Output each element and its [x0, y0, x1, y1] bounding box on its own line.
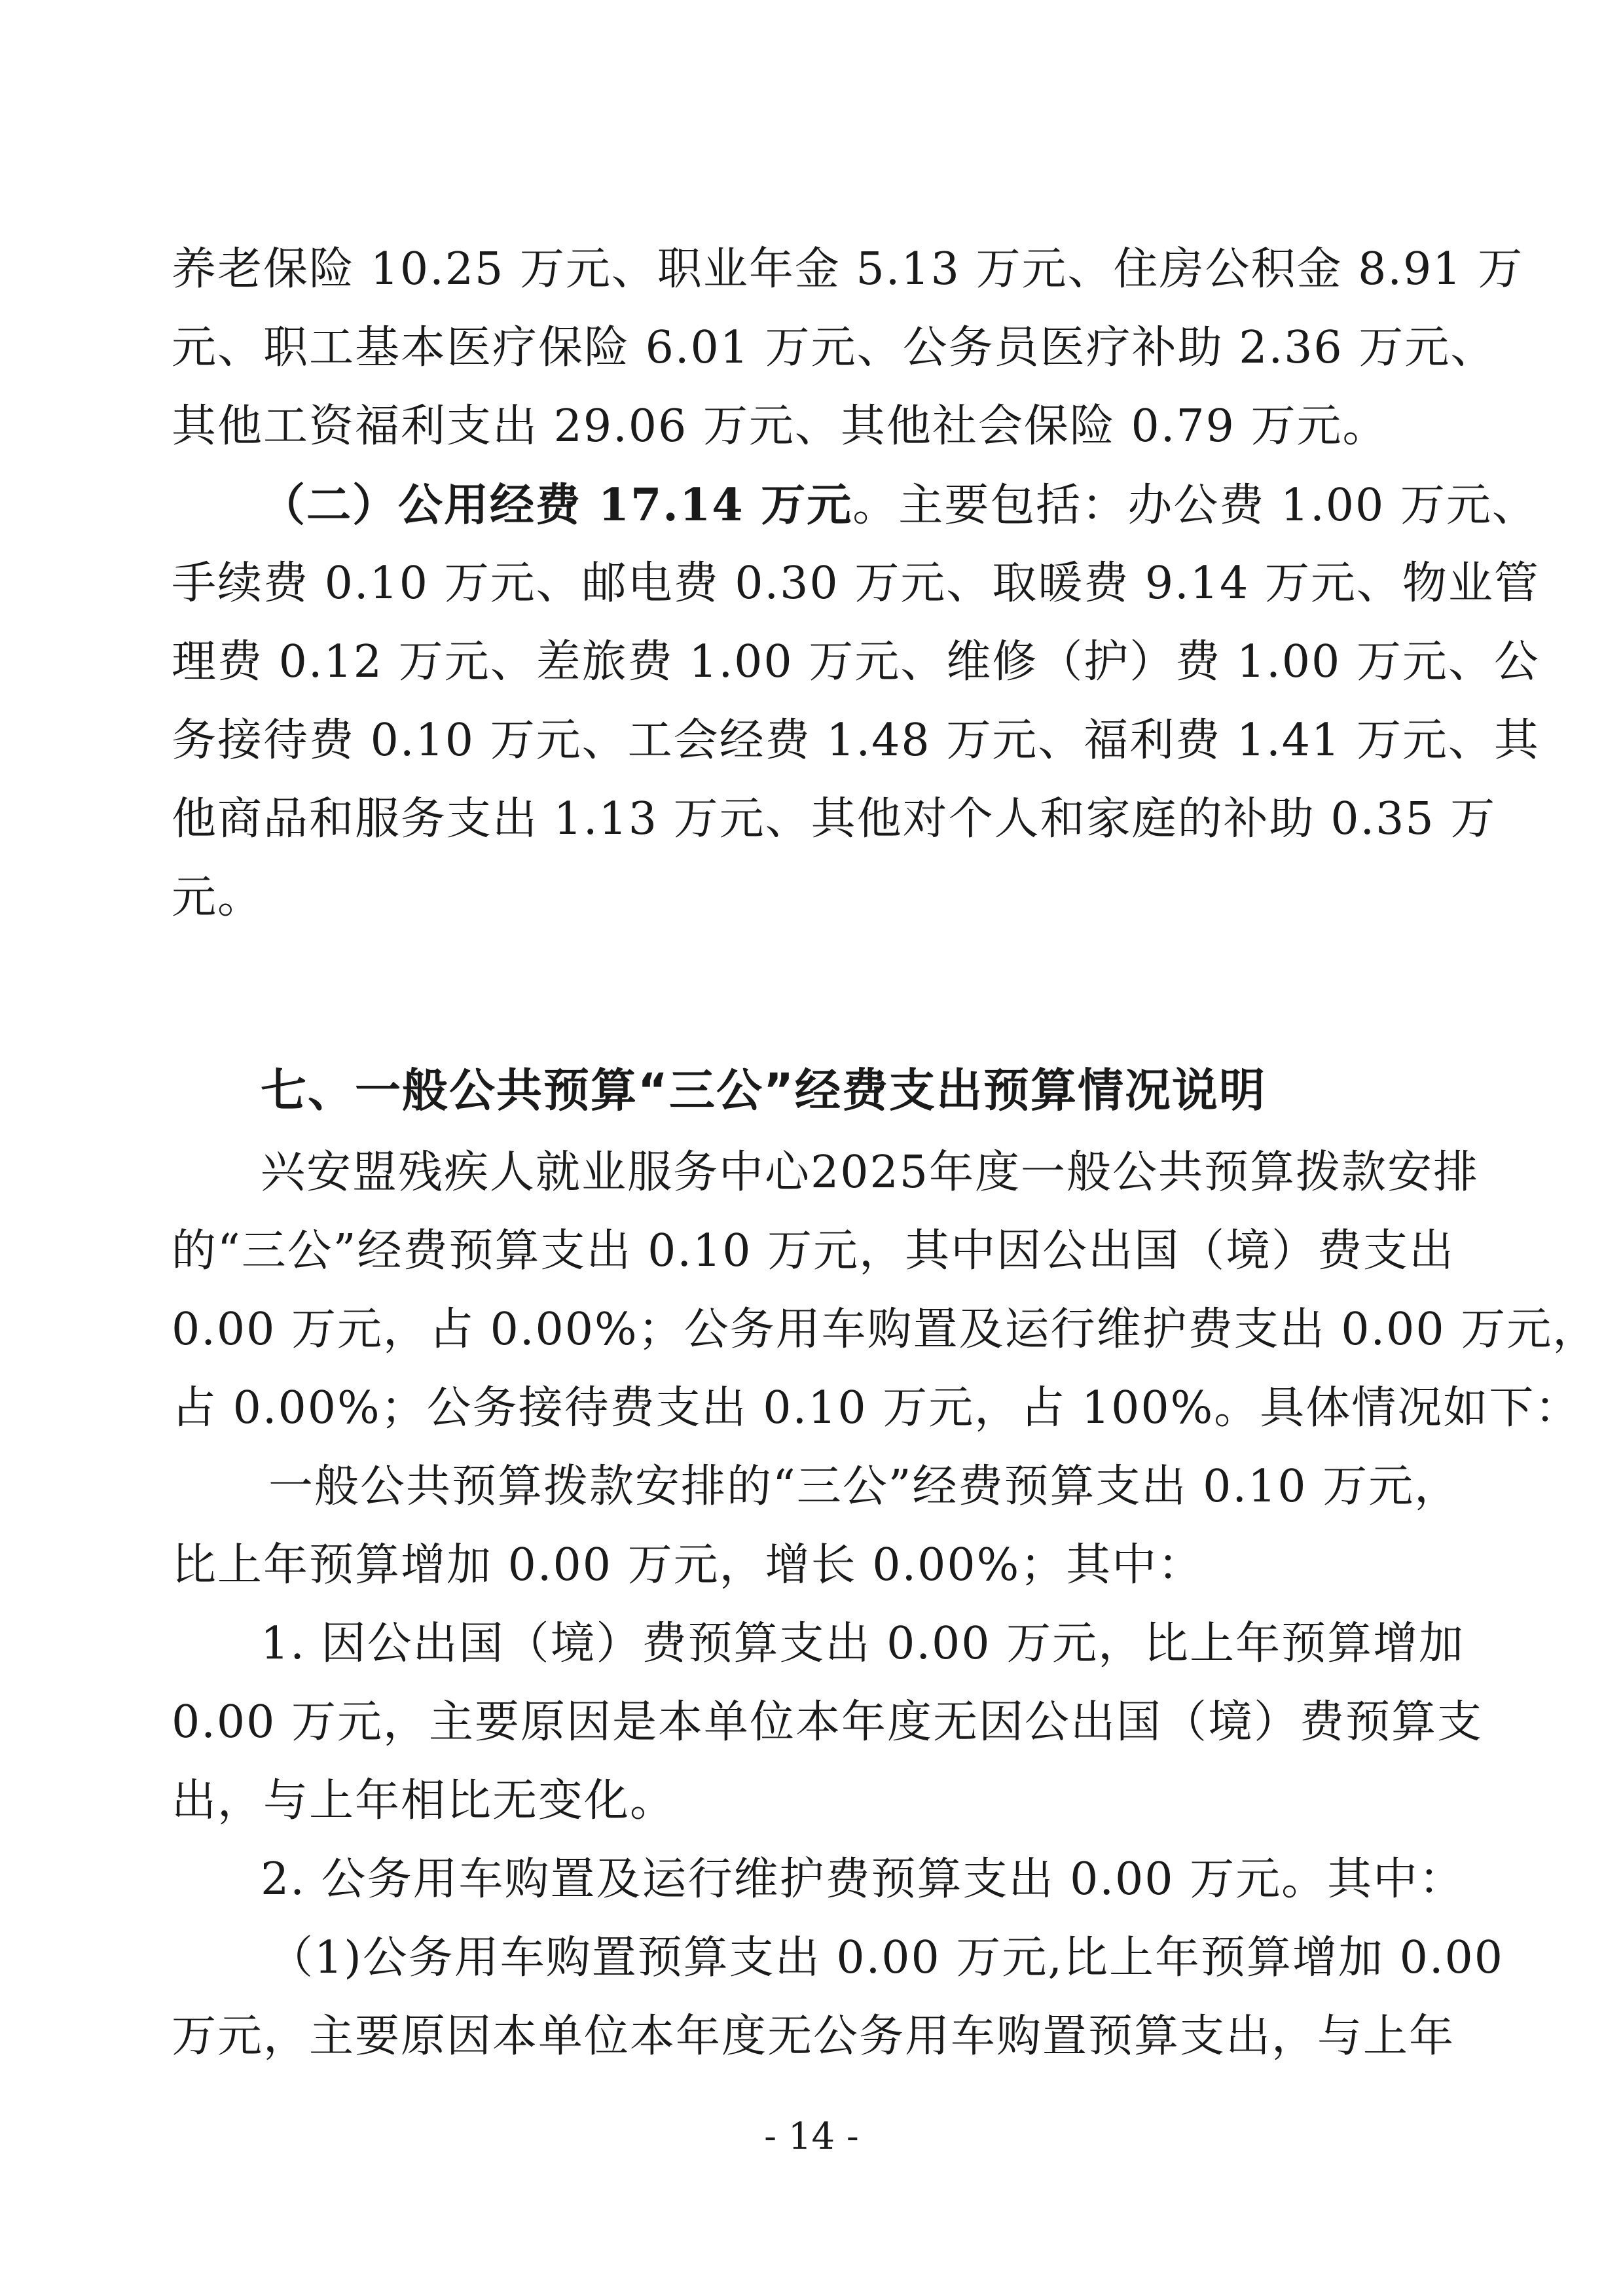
- section-seven-p1-line-1: 兴安盟残疾人就业服务中心2025年度一般公共预算拨款安排: [261, 1147, 1480, 1198]
- section-seven-p1-line-4: 占 0.00%；公务接待费支出 0.10 万元，占 100%。具体情况如下：: [172, 1382, 1581, 1434]
- section-seven-p3-line-1: 1. 因公出国（境）费预算支出 0.00 万元，比上年预算增加: [261, 1618, 1465, 1670]
- public-expense-line-5: 他商品和服务支出 1.13 万元、其他对个人和家庭的补助 0.35 万: [172, 793, 1497, 845]
- page-number: - 14 -: [764, 2115, 859, 2158]
- section-seven-p1-line-2: 的“三公”经费预算支出 0.10 万元，其中因公出国（境）费支出: [172, 1225, 1455, 1277]
- section-seven-p2-line-1: 一般公共预算拨款安排的“三公”经费预算支出 0.10 万元，: [268, 1461, 1461, 1513]
- public-expense-line-6: 元。: [172, 872, 264, 924]
- section-seven-p3-line-2: 0.00 万元，主要原因是本单位本年度无因公出国（境）费预算支: [172, 1696, 1484, 1748]
- public-expense-line-2: 手续费 0.10 万元、邮电费 0.30 万元、取暖费 9.14 万元、物业管: [172, 558, 1540, 609]
- section-seven-p1-line-3: 0.00 万元，占 0.00%；公务用车购置及运行维护费支出 0.00 万元，: [172, 1304, 1599, 1355]
- section-seven-p4-line-1: 2. 公务用车购置及运行维护费预算支出 0.00 万元。其中：: [261, 1854, 1465, 1905]
- personnel-line-2: 元、职工基本医疗保险 6.01 万元、公务员医疗补助 2.36 万元、: [172, 322, 1497, 374]
- section-seven-p3-line-3: 出，与上年相比无变化。: [172, 1775, 676, 1827]
- section-seven-p5-line-1: （1)公务用车购置预算支出 0.00 万元,比上年预算增加 0.00: [268, 1932, 1504, 1984]
- public-expense-line-3: 理费 0.12 万元、差旅费 1.00 万元、维修（护）费 1.00 万元、公: [172, 636, 1540, 688]
- section-seven-p2-line-2: 比上年预算增加 0.00 万元，增长 0.00%；其中：: [172, 1539, 1204, 1591]
- public-expense-heading: （二）公用经费 17.14 万元: [261, 479, 853, 531]
- public-expense-line-1: [261, 473, 1538, 539]
- personnel-line-1: 养老保险 10.25 万元、职业年金 5.13 万元、住房公积金 8.91 万: [172, 243, 1524, 295]
- section-seven-heading: 七、一般公共预算“三公”经费支出预算情况说明: [261, 1064, 1267, 1117]
- public-expense-line-4: 务接待费 0.10 万元、工会经费 1.48 万元、福利费 1.41 万元、其: [172, 715, 1540, 766]
- section-seven-p5-line-2: 万元，主要原因本单位本年度无公务用车购置预算支出，与上年: [172, 2011, 1455, 2062]
- public-expense-line-1-rest: 。主要包括：办公费 1.00 万元、: [852, 480, 1538, 531]
- personnel-line-3: 其他工资福利支出 29.06 万元、其他社会保险 0.79 万元。: [172, 401, 1389, 452]
